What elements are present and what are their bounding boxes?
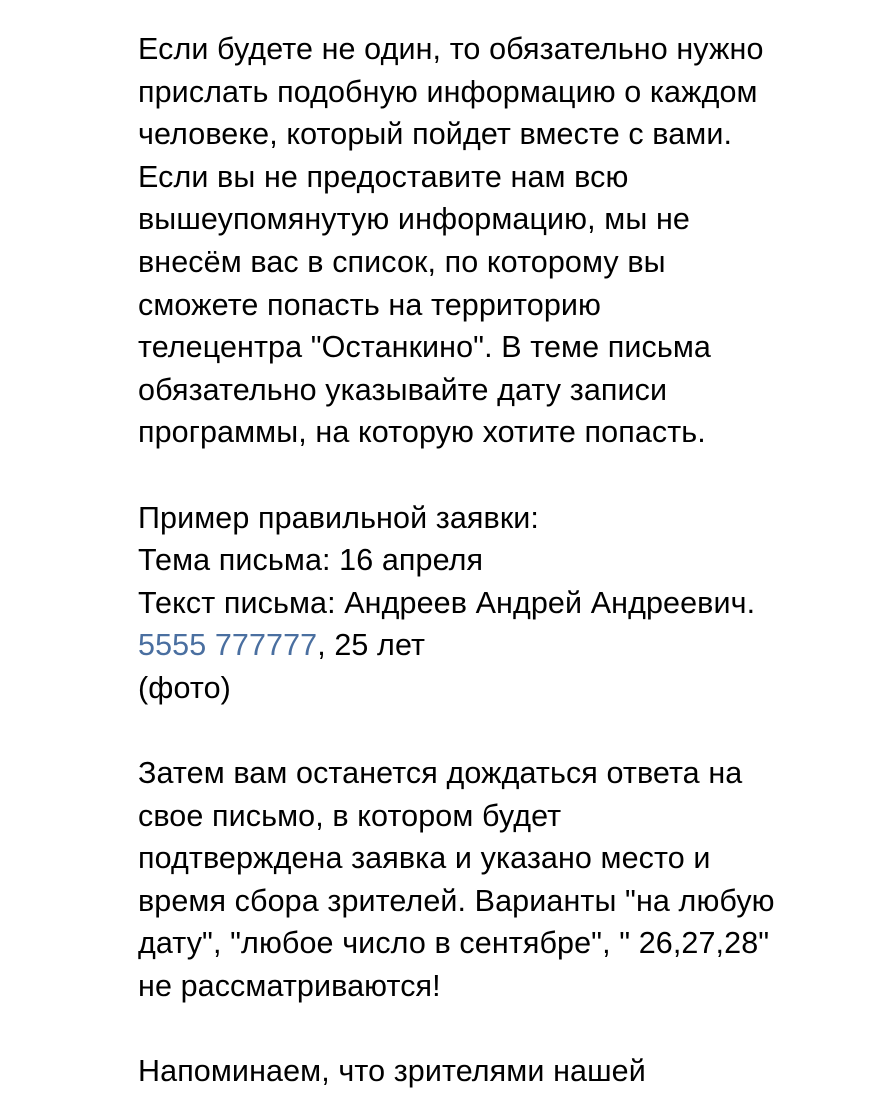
message-text-line: прислать подобную информацию о каждом bbox=[138, 74, 758, 109]
message-text-line: сможете попасть на территорию bbox=[138, 287, 601, 322]
message-text-line: не рассматриваются! bbox=[138, 969, 441, 1004]
message-text-line: телецентра "Останкино". В теме письма bbox=[138, 330, 711, 365]
message-text-line: Если будете не один, то обязательно нужно bbox=[138, 32, 764, 66]
message-text-line: дату", "любое число в сентябре", " 26,27,28" bbox=[138, 926, 770, 961]
message-text-line: Затем вам останется дождаться ответа на bbox=[138, 756, 743, 791]
paragraph-spacer bbox=[138, 710, 883, 753]
message-text-line: подтверждена заявка и указано место и bbox=[138, 841, 711, 876]
message-body bbox=[138, 28, 883, 1093]
message-text-line: Если вы не предоставите нам всю bbox=[138, 159, 629, 194]
message-text-line: обязательно указывайте дату записи bbox=[138, 372, 668, 407]
message-text-line: человеке, который пойдет вместе с вами. bbox=[138, 117, 733, 152]
message-text-line: Напоминаем, что зрителями нашей bbox=[138, 1054, 646, 1089]
phone-number-link[interactable]: 5555 777777 bbox=[138, 628, 318, 663]
paragraph-spacer bbox=[138, 454, 883, 497]
message-text-line: свое письмо, в котором будет bbox=[138, 798, 562, 833]
message-text-line: время сбора зрителей. Варианты "на любую bbox=[138, 883, 775, 918]
paragraph-spacer bbox=[138, 1008, 883, 1051]
message-text-line: программы, на которую хотите попасть. bbox=[138, 415, 706, 450]
example-photo-line: (фото) bbox=[138, 670, 231, 705]
example-heading: Пример правильной заявки: bbox=[138, 500, 539, 535]
example-subject-line: Тема письма: 16 апреля bbox=[138, 543, 484, 578]
example-phone-line bbox=[138, 624, 883, 667]
message-text-line: вышеупомянутую информацию, мы не bbox=[138, 202, 690, 237]
example-body-line: Текст письма: Андреев Андрей Андреевич. bbox=[138, 585, 756, 620]
message-text-line: внесём вас в список, по которому вы bbox=[138, 244, 666, 279]
example-age-text: , 25 лет bbox=[317, 628, 426, 663]
